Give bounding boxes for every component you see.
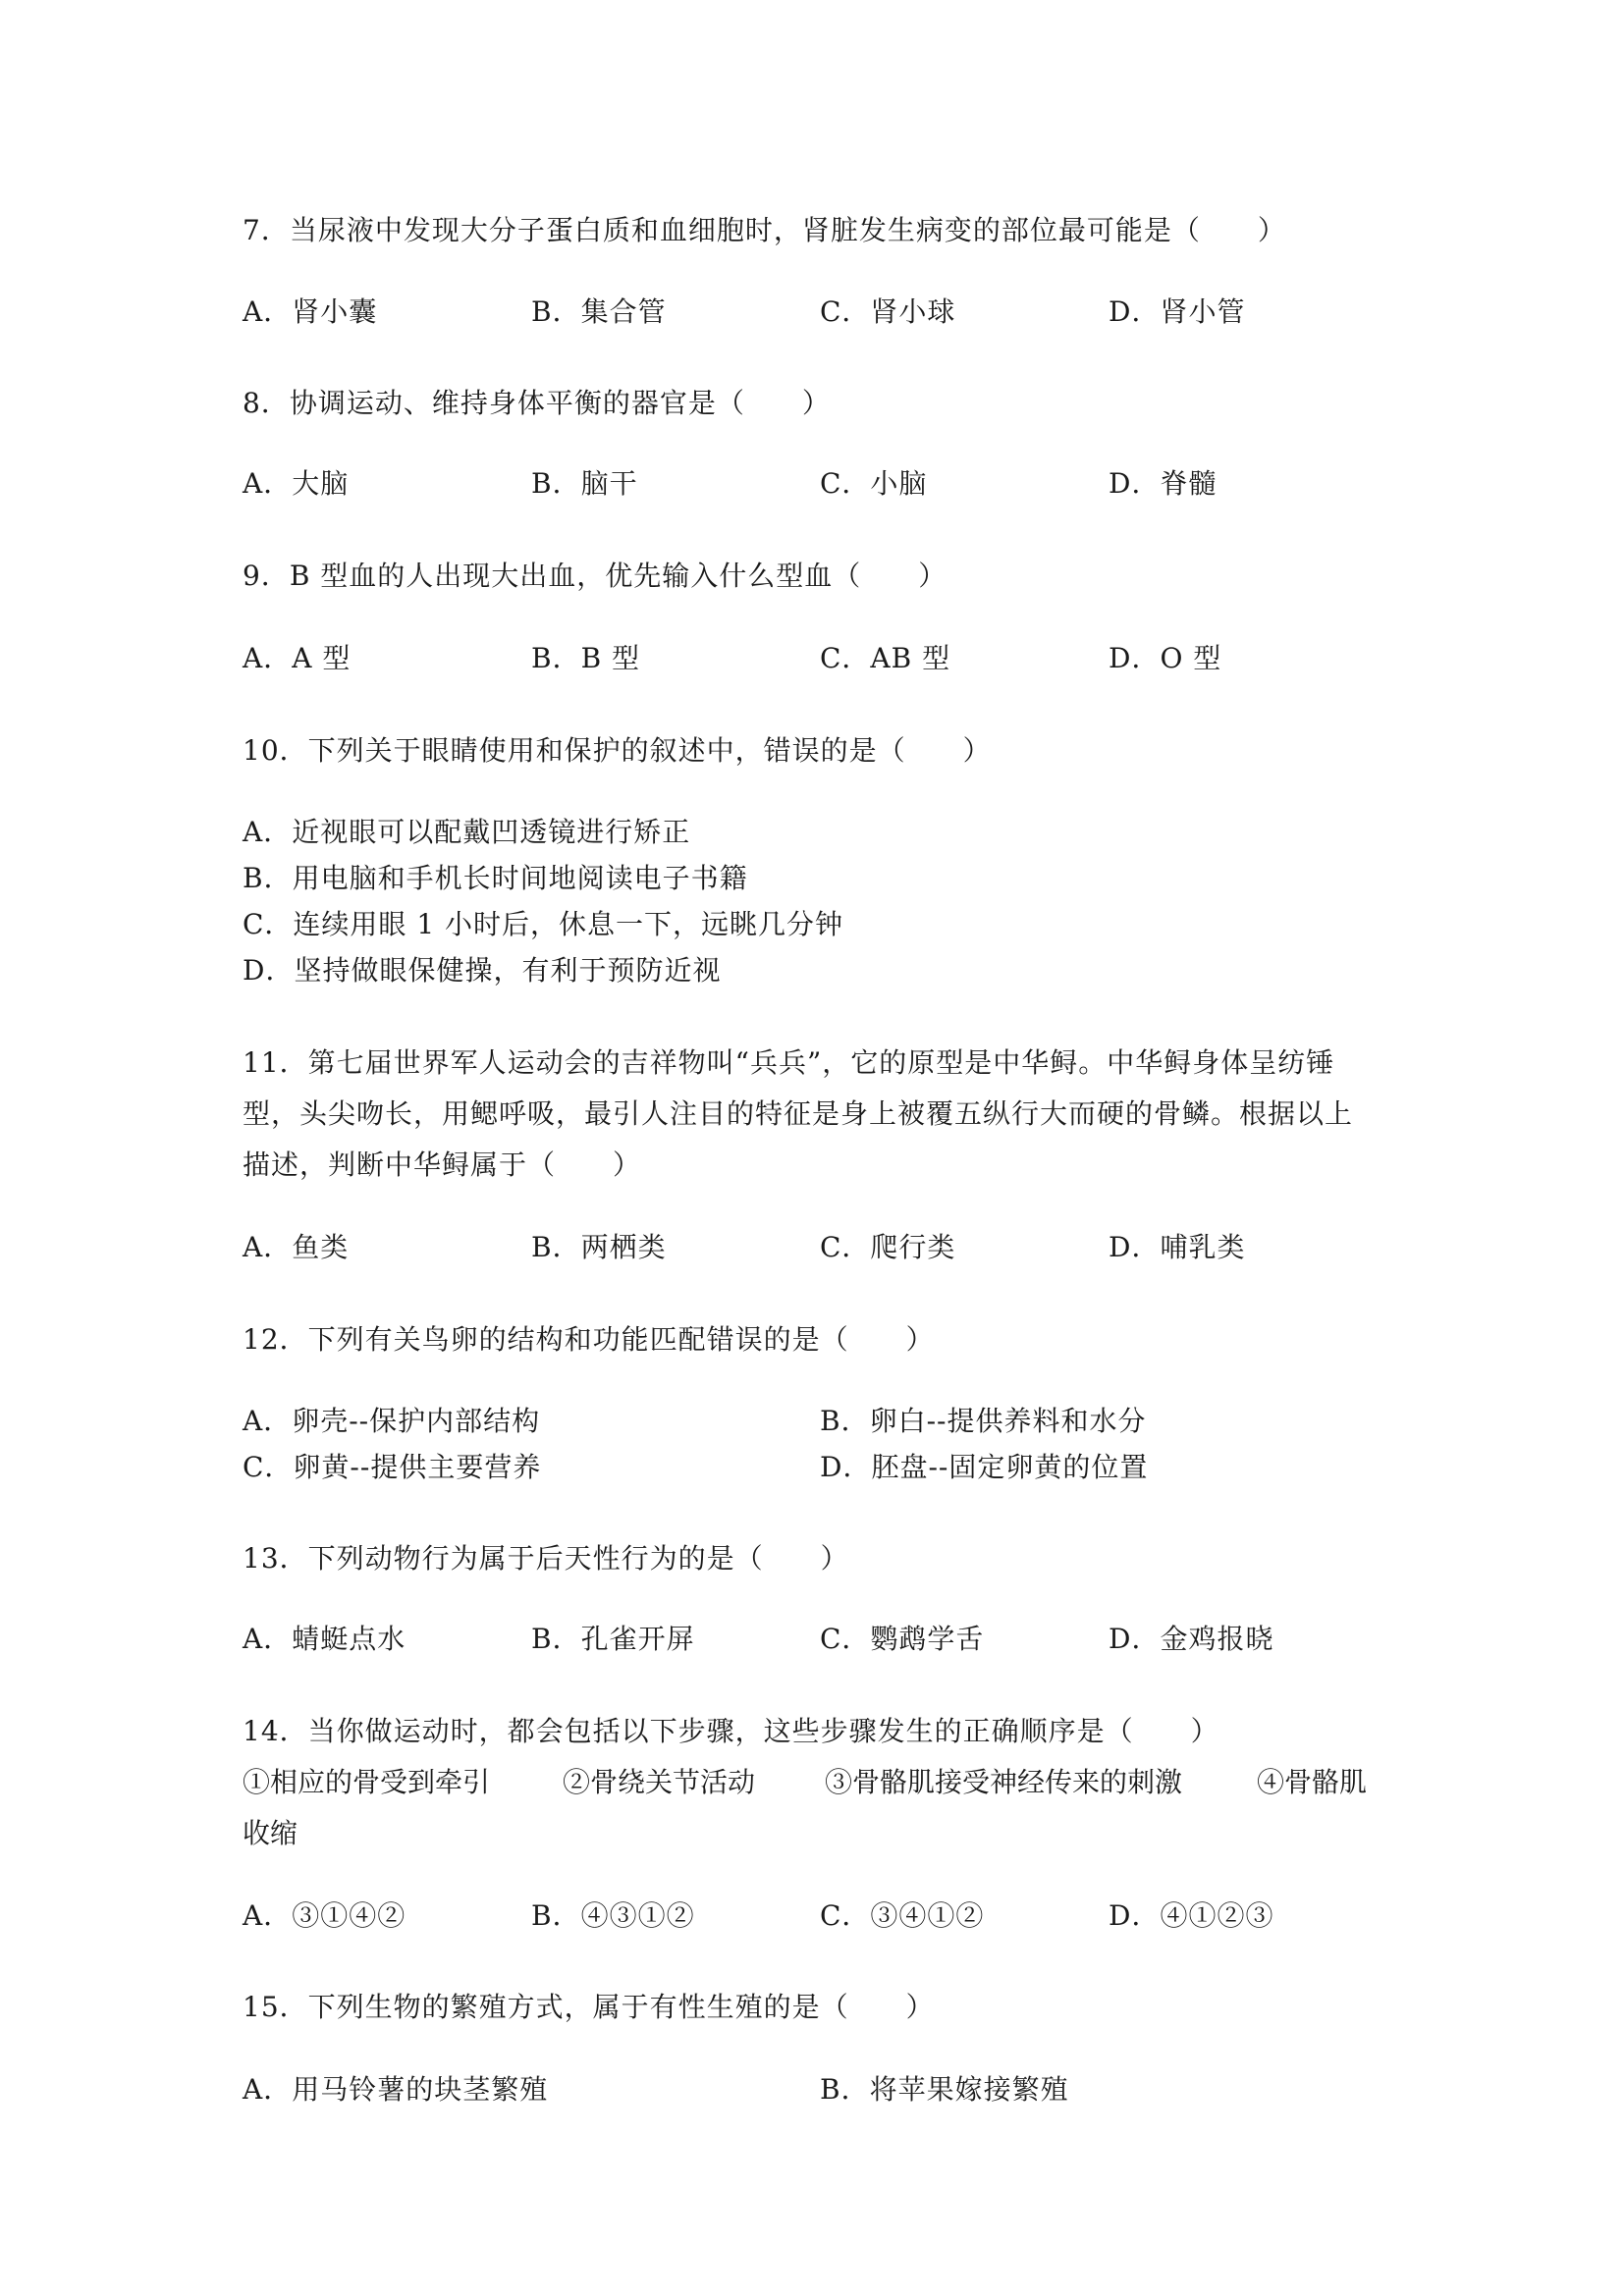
question-14-option-d: D．④①②③ [1109,1899,1274,1932]
question-10-option-d: D．坚持做眼保健操，有利于预防近视 [243,954,722,987]
question-14-step-4: ④骨骼肌 [1257,1766,1368,1798]
question-15-option-b: B．将苹果嫁接繁殖 [820,2073,1069,2106]
question-11-option-c: C．爬行类 [820,1231,956,1263]
question-10-option-c: C．连续用眼 1 小时后，休息一下，远眺几分钟 [243,908,844,940]
question-12-option-a: A．卵壳--保护内部结构 [243,1405,541,1437]
question-11-option-a: A．鱼类 [243,1231,350,1263]
question-7-option-d: D．肾小管 [1109,295,1246,328]
question-7-option-b: B．集合管 [531,295,667,328]
question-9-option-a: A．A 型 [243,642,352,674]
question-14-step-1: ①相应的骨受到牵引 [243,1766,491,1798]
question-14-step-2: ②骨绕关节活动 [563,1766,756,1798]
question-13-stem: 13．下列动物行为属于后天性行为的是（ ） [243,1542,849,1575]
question-14-stem: 14．当你做运动时，都会包括以下步骤，这些步骤发生的正确顺序是（ ） [243,1715,1219,1747]
question-14-step-3: ③骨骼肌接受神经传来的刺激 [825,1766,1183,1798]
question-14-step-4-continued: 收缩 [243,1817,298,1849]
question-8-option-c: C．小脑 [820,467,928,500]
question-13-option-b: B．孔雀开屏 [531,1623,695,1655]
question-10-stem: 10．下列关于眼睛使用和保护的叙述中，错误的是（ ） [243,734,992,767]
question-15-option-a: A．用马铃薯的块茎繁殖 [243,2073,549,2106]
question-12-option-b: B．卵白--提供养料和水分 [820,1405,1147,1437]
question-11-stem-line-1: 11．第七届世界军人运动会的吉祥物叫“兵兵”，它的原型是中华鲟。中华鲟身体呈纺锤 [243,1046,1335,1079]
question-7-option-a: A．肾小囊 [243,295,378,328]
question-10-option-a: A．近视眼可以配戴凹透镜进行矫正 [243,816,691,848]
question-14-option-c: C．③④①② [820,1899,985,1932]
question-11-stem-line-2: 型，头尖吻长，用鳃呼吸，最引人注目的特征是身上被覆五纵行大而硬的骨鳞。根据以上 [243,1097,1354,1130]
question-11-option-b: B．两栖类 [531,1231,667,1263]
question-8-stem: 8．协调运动、维持身体平衡的器官是（ ） [243,387,831,419]
question-10-option-b: B．用电脑和手机长时间地阅读电子书籍 [243,862,748,894]
question-11-stem-line-3: 描述，判断中华鲟属于（ ） [243,1148,642,1181]
question-13-option-c: C．鹦鹉学舌 [820,1623,985,1655]
question-8-option-a: A．大脑 [243,467,350,500]
question-7-stem: 7．当尿液中发现大分子蛋白质和血细胞时，肾脏发生病变的部位最可能是（ ） [243,214,1286,246]
question-12-stem: 12．下列有关鸟卵的结构和功能匹配错误的是（ ） [243,1323,935,1356]
question-9-option-d: D．O 型 [1109,642,1222,674]
question-12-option-d: D．胚盘--固定卵黄的位置 [820,1451,1149,1483]
question-11-option-d: D．哺乳类 [1109,1231,1246,1263]
question-15-stem: 15．下列生物的繁殖方式，属于有性生殖的是（ ） [243,1991,935,2023]
question-13-option-d: D．金鸡报晓 [1109,1623,1274,1655]
question-12-option-c: C．卵黄--提供主要营养 [243,1451,542,1483]
question-13-option-a: A．蜻蜓点水 [243,1623,406,1655]
question-9-stem: 9．B 型血的人出现大出血，优先输入什么型血（ ） [243,560,947,592]
question-7-option-c: C．肾小球 [820,295,956,328]
question-14-option-b: B．④③①② [531,1899,695,1932]
question-9-option-c: C．AB 型 [820,642,951,674]
question-8-option-b: B．脑干 [531,467,638,500]
question-9-option-b: B．B 型 [531,642,641,674]
question-14-option-a: A．③①④② [243,1899,406,1932]
question-8-option-d: D．脊髓 [1109,467,1218,500]
